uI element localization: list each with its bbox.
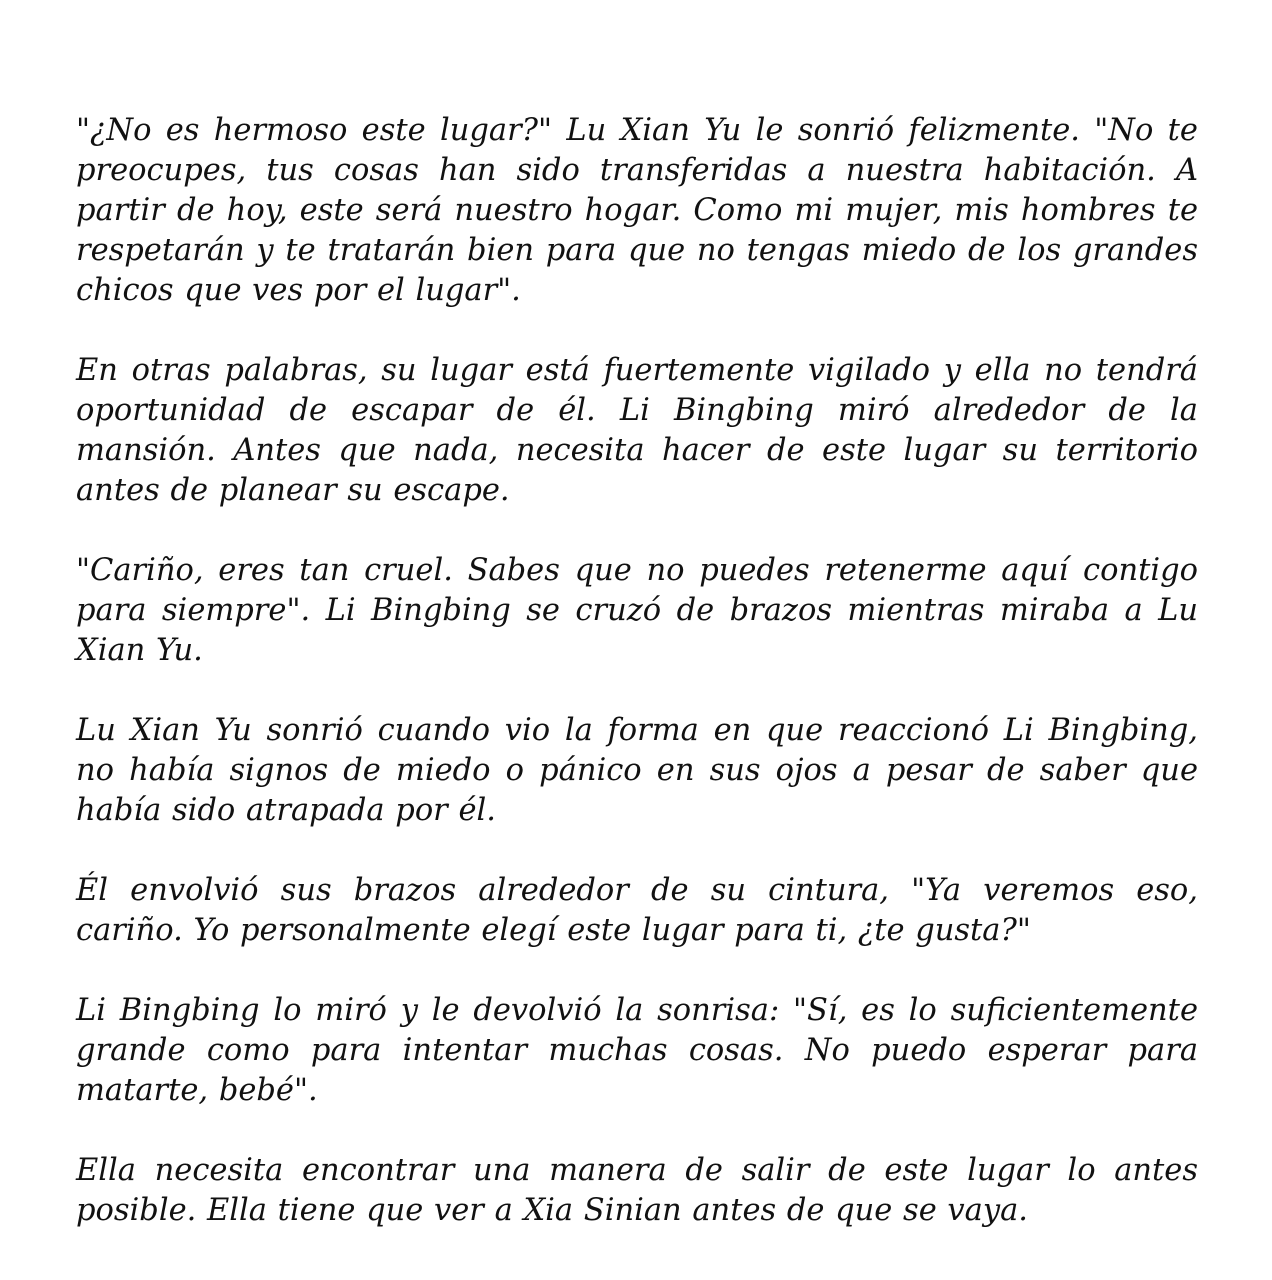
paragraph-6: Li Bingbing lo miró y le devolvió la sonrisa: "Sí, es lo suficientemente grande como para intentar muchas cosas. No puedo esperar para matarte, bebé".: [76, 993, 1198, 1108]
document-body: [76, 111, 1198, 1231]
paragraph-5: Él envolvió sus brazos alrededor de su cintura, "Ya veremos eso, cariño. Yo personalmente elegí este lugar para ti, ¿te gusta?": [76, 873, 1198, 948]
paragraph-7: Ella necesita encontrar una manera de salir de este lugar lo antes posible. Ella tiene que ver a Xia Sinian antes de que se vaya.: [76, 1153, 1198, 1228]
paragraph-4: Lu Xian Yu sonrió cuando vio la forma en que reaccionó Li Bingbing, no había signos de miedo o pánico en sus ojos a pesar de saber que había sido atrapada por él.: [76, 713, 1198, 828]
paragraph-3: "Cariño, eres tan cruel. Sabes que no puedes retenerme aquí contigo para siempre". Li Bingbing se cruzó de brazos mientras miraba a Lu Xian Yu.: [76, 553, 1198, 668]
paragraph-2: En otras palabras, su lugar está fuertemente vigilado y ella no tendrá oportunidad de escapar de él. Li Bingbing miró alrededor de la mansión. Antes que nada, necesita hacer de este lugar su territorio antes de planear su escape.: [76, 353, 1198, 508]
paragraph-1: "¿No es hermoso este lugar?" Lu Xian Yu le sonrió felizmente. "No te preocupes, tus cosas han sido transferidas a nuestra habitación. A partir de hoy, este será nuestro hogar. Como mi mujer, mis hombres te respetarán y te tratarán bien para que no tengas miedo de los grandes chicos que ves por el lugar".: [76, 113, 1198, 308]
